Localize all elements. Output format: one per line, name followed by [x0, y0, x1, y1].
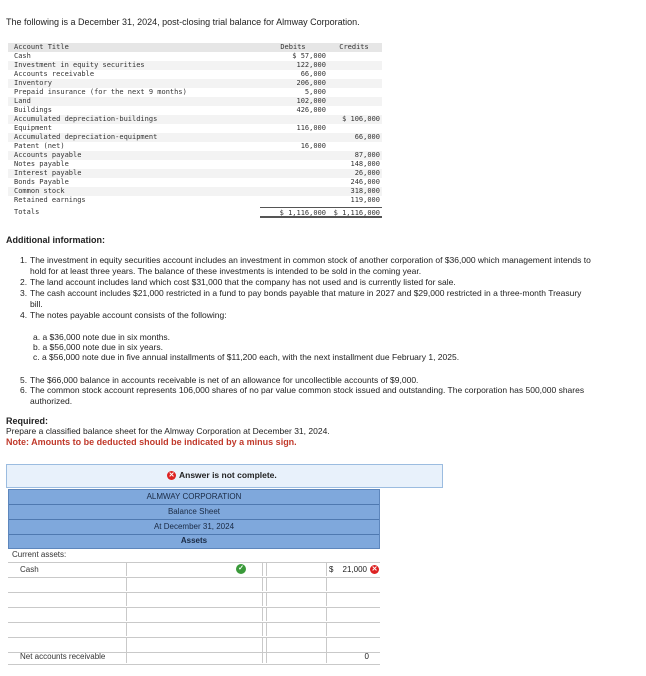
credit-cell: 148,000	[350, 160, 380, 168]
answer-status-message	[167, 470, 277, 480]
statement-date: At December 31, 2024	[153, 522, 235, 531]
debit-cell: 102,000	[296, 97, 326, 105]
account-title-cell: Inventory	[14, 79, 52, 87]
desc-cell[interactable]	[126, 607, 263, 621]
debit-cell: 66,000	[300, 70, 326, 78]
credit-cell: $ 106,000	[342, 115, 380, 123]
trial-balance-row	[8, 97, 382, 106]
trial-balance-row	[8, 169, 382, 178]
cash-label: Cash	[20, 565, 39, 574]
current-assets-label: Current assets:	[12, 550, 67, 559]
account-title-cell: Retained earnings	[14, 196, 86, 204]
trial-balance-row	[8, 187, 382, 196]
debit-cell	[260, 187, 328, 196]
balance-sheet-header	[8, 489, 380, 549]
info-item-number: 4.	[20, 310, 28, 320]
info-item-1	[20, 255, 594, 276]
account-title-cell: Accumulated depreciation-equipment	[14, 133, 158, 141]
totals-credit: $ 1,116,000	[328, 207, 382, 218]
debit-cell	[260, 169, 328, 178]
account-title-cell: Bonds Payable	[14, 178, 69, 186]
assets-section-title: Assets	[180, 536, 208, 545]
debit-cell: 206,000	[296, 79, 326, 87]
credit-cell	[328, 97, 382, 106]
statement-title: Balance Sheet	[167, 507, 221, 516]
required-title: Required:	[6, 416, 49, 426]
credit-cell	[328, 52, 382, 61]
credit-cell	[328, 124, 382, 133]
account-title-cell: Common stock	[14, 187, 65, 195]
cash-correct-mark	[236, 564, 246, 574]
dollar-sign: $	[329, 565, 334, 574]
net-ar-total-cell[interactable]	[326, 649, 381, 663]
credit-cell	[328, 142, 382, 151]
trial-balance-totals	[8, 207, 382, 218]
info-item-number: 5.	[20, 375, 28, 385]
account-title-cell: Land	[14, 97, 31, 105]
credit-cell: 87,000	[354, 151, 380, 159]
credit-cell	[328, 106, 382, 115]
company-name: ALMWAY CORPORATION	[146, 492, 242, 501]
info-item-6	[20, 385, 594, 406]
trial-balance-row	[8, 61, 382, 70]
desc-cell[interactable]	[126, 577, 263, 591]
info-item-number: 2.	[20, 277, 28, 287]
info-item-4	[20, 310, 594, 321]
debit-cell	[260, 151, 328, 160]
account-title-cell: Accounts receivable	[14, 70, 95, 78]
cash-amount-cell[interactable]	[266, 562, 323, 576]
error-x-icon: ✕	[168, 471, 175, 479]
total-cell[interactable]	[326, 622, 381, 636]
info-item-text: The investment in equity securities account includes an investment in common stock of another corporation of $36,000 which management intends to hold for at least three years. The balance of these investments is intended to be sold in the coming year.	[30, 255, 591, 276]
cash-total-cell[interactable]	[326, 562, 381, 576]
debit-cell	[260, 196, 328, 205]
credit-cell: 318,000	[350, 187, 380, 195]
account-title-cell: Notes payable	[14, 160, 69, 168]
additional-info-title: Additional information:	[6, 235, 105, 245]
credits-header: Credits	[339, 43, 369, 51]
credit-cell	[328, 88, 382, 97]
account-title-cell: Buildings	[14, 106, 52, 114]
trial-balance-table	[8, 43, 382, 218]
cash-total-value: 21,000	[342, 565, 367, 574]
info-item-number: 1.	[20, 255, 28, 265]
required-text: Prepare a classified balance sheet for the Almway Corporation at December 31, 2024.	[6, 426, 330, 436]
debit-cell	[260, 133, 328, 142]
credit-cell: 119,000	[350, 196, 380, 204]
credit-cell: 246,000	[350, 178, 380, 186]
current-assets-row	[8, 547, 380, 563]
debit-cell: 122,000	[296, 61, 326, 69]
amount-cell[interactable]	[266, 607, 323, 621]
net-ar-desc-cell[interactable]	[126, 649, 263, 663]
account-title-cell: Equipment	[14, 124, 52, 132]
trial-balance-row	[8, 79, 382, 88]
trial-balance-row	[8, 133, 382, 142]
desc-cell[interactable]	[126, 592, 263, 606]
debit-cell	[260, 178, 328, 187]
debit-cell: 116,000	[296, 124, 326, 132]
trial-balance-row	[8, 115, 382, 124]
info-item-2	[20, 277, 594, 288]
blank-row	[8, 592, 380, 608]
intro-text: The following is a December 31, 2024, post-closing trial balance for Almway Corporation.	[6, 17, 360, 27]
info-item-text: The land account includes land which cost $31,000 that the company has not used and is currently listed for sale.	[30, 277, 456, 287]
credit-cell	[328, 61, 382, 70]
info-item-text: The notes payable account consists of the following:	[30, 310, 227, 320]
totals-debit: $ 1,116,000	[260, 207, 328, 218]
notes-subitem-c: c. a $56,000 note due in five annual installments of $11,200 each, with the next installment due February 1, 2025.	[33, 352, 460, 362]
trial-balance-header	[8, 43, 382, 52]
info-item-3	[20, 288, 594, 309]
info-item-text: The $66,000 balance in accounts receivable is net of an allowance for uncollectible accounts of $9,000.	[30, 375, 419, 385]
trial-balance-row	[8, 151, 382, 160]
blank-row	[8, 622, 380, 638]
account-title-cell: Investment in equity securities	[14, 61, 145, 69]
blank-row	[8, 577, 380, 593]
account-title-cell: Interest payable	[14, 169, 82, 177]
account-title-header: Account Title	[14, 43, 69, 51]
credit-cell: 26,000	[354, 169, 380, 177]
net-ar-amount-cell[interactable]	[266, 649, 323, 663]
total-cell[interactable]	[326, 592, 381, 606]
debit-cell: 16,000	[300, 142, 326, 150]
notes-subitem-b: b. a $56,000 note due in six years.	[33, 342, 163, 352]
debit-cell	[260, 115, 328, 124]
debit-cell: $ 57,000	[292, 52, 326, 60]
error-x-icon: ✕	[371, 566, 378, 573]
trial-balance-row	[8, 88, 382, 97]
totals-label: Totals	[14, 208, 40, 216]
info-item-text: The cash account includes $21,000 restricted in a fund to pay bonds payable that mature in 2027 and $29,000 restricted in a three-month Treasury bill.	[30, 288, 582, 309]
info-item-number: 3.	[20, 288, 28, 298]
amount-cell[interactable]	[266, 592, 323, 606]
debit-cell: 426,000	[296, 106, 326, 114]
info-item-5	[20, 375, 594, 386]
notes-subitem-a: a. a $36,000 note due in six months.	[33, 332, 171, 342]
net-ar-label: Net accounts receivable	[20, 652, 106, 661]
account-title-cell: Cash	[14, 52, 31, 60]
net-ar-value: 0	[364, 652, 369, 661]
info-item-number: 6.	[20, 385, 28, 395]
required-note: Note: Amounts to be deducted should be indicated by a minus sign.	[6, 437, 297, 447]
credit-cell	[328, 79, 382, 88]
account-title-cell: Prepaid insurance (for the next 9 months)	[14, 88, 187, 96]
desc-cell[interactable]	[126, 622, 263, 636]
amount-cell[interactable]	[266, 577, 323, 591]
trial-balance-row	[8, 142, 382, 151]
debit-cell: 5,000	[304, 88, 326, 96]
trial-balance-row	[8, 178, 382, 187]
trial-balance-row	[8, 196, 382, 205]
trial-balance-row	[8, 70, 382, 79]
total-cell[interactable]	[326, 607, 381, 621]
account-title-cell: Accumulated depreciation-buildings	[14, 115, 158, 123]
debit-cell	[260, 160, 328, 169]
trial-balance-row	[8, 52, 382, 61]
blank-row	[8, 607, 380, 623]
info-item-text: The common stock account represents 106,000 shares of no par value common stock issued and outstanding. The corporation has 500,000 shares authorized.	[30, 385, 585, 406]
credit-cell: 66,000	[354, 133, 380, 141]
answer-status-banner	[6, 464, 443, 488]
net-ar-row	[8, 649, 380, 665]
amount-cell[interactable]	[266, 622, 323, 636]
account-title-cell: Patent (net)	[14, 142, 65, 150]
trial-balance-row	[8, 124, 382, 133]
answer-status-text: Answer is not complete.	[179, 470, 277, 480]
check-icon: ✓	[236, 564, 246, 574]
credit-cell	[328, 70, 382, 79]
cash-row	[8, 562, 380, 578]
total-cell[interactable]	[326, 577, 381, 591]
trial-balance-row	[8, 160, 382, 169]
account-title-cell: Accounts payable	[14, 151, 82, 159]
debits-header: Debits	[280, 43, 306, 51]
trial-balance-row	[8, 106, 382, 115]
